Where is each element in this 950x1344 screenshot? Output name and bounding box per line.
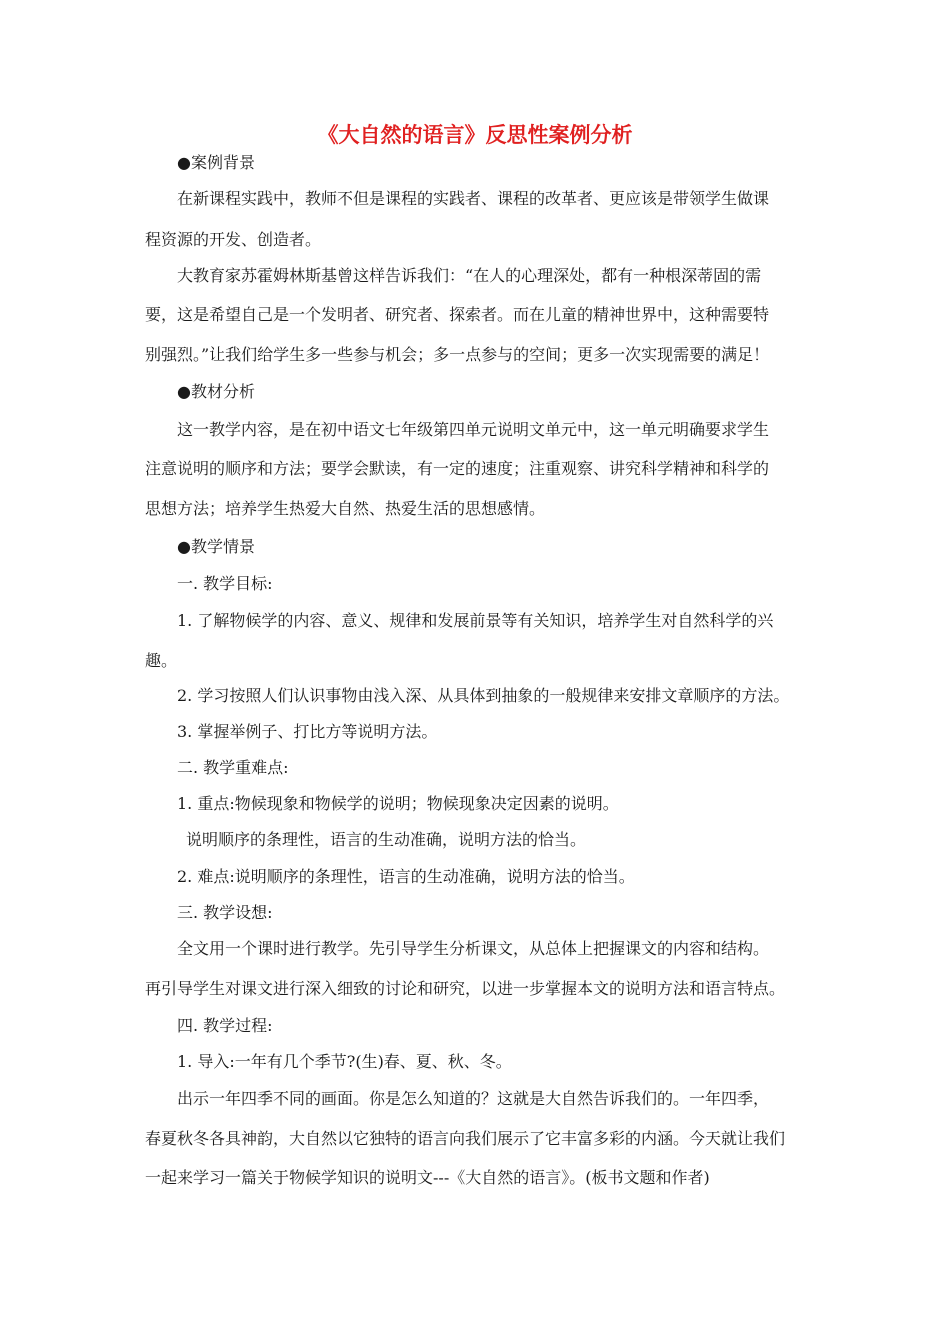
paragraph-line: 一起来学习一篇关于物候学知识的说明文---《大自然的语言》。(板书文题和作者)	[145, 1168, 710, 1187]
paragraph-line: 春夏秋冬各具神韵，大自然以它独特的语言向我们展示了它丰富多彩的内涵。今天就让我们	[145, 1129, 786, 1148]
list-item: 1. 导入:一年有几个季节?(生)春、夏、秋、冬。	[177, 1052, 512, 1071]
paragraph-line: 出示一年四季不同的画面。你是怎么知道的？这就是大自然告诉我们的。一年四季，	[177, 1089, 770, 1108]
section-heading: ●案例背景	[177, 153, 255, 172]
subheading: 一. 教学目标:	[177, 574, 273, 593]
list-item: 2. 难点:说明顺序的条理性，语言的生动准确，说明方法的恰当。	[177, 867, 635, 886]
subheading: 四. 教学过程:	[177, 1016, 273, 1035]
paragraph-line: 程资源的开发、创造者。	[145, 230, 322, 249]
paragraph-line: 趣。	[145, 651, 178, 670]
subheading: 三. 教学设想:	[177, 903, 273, 922]
section-heading: ●教材分析	[177, 382, 255, 401]
list-item: 2. 学习按照人们认识事物由浅入深、从具体到抽象的一般规律来安排文章顺序的方法。	[177, 686, 790, 705]
paragraph-line: 在新课程实践中，教师不但是课程的实践者、课程的改革者、更应该是带领学生做课	[177, 189, 770, 208]
paragraph-line: 全文用一个课时进行教学。先引导学生分析课文，从总体上把握课文的内容和结构。	[177, 939, 770, 958]
subheading: 二. 教学重难点:	[177, 758, 289, 777]
paragraph-line: 思想方法；培养学生热爱大自然、热爱生活的思想感情。	[145, 499, 546, 518]
paragraph-line: 这一教学内容，是在初中语文七年级第四单元说明文单元中，这一单元明确要求学生	[177, 420, 770, 439]
paragraph-line: 注意说明的顺序和方法；要学会默读，有一定的速度；注重观察、讲究科学精神和科学的	[145, 459, 770, 478]
list-item: 1. 了解物候学的内容、意义、规律和发展前景等有关知识，培养学生对自然科学的兴	[177, 611, 774, 630]
paragraph-line: 别强烈。”让我们给学生多一些参与机会；多一点参与的空间；更多一次实现需要的满足！	[145, 345, 770, 364]
list-item: 1. 重点:物候现象和物候学的说明；物候现象决定因素的说明。	[177, 794, 619, 813]
paragraph-line: 说明顺序的条理性，语言的生动准确，说明方法的恰当。	[186, 830, 587, 849]
paragraph-line: 要，这是希望自己是一个发明者、研究者、探索者。而在儿童的精神世界中，这种需要特	[145, 305, 770, 324]
paragraph-line: 再引导学生对课文进行深入细致的讨论和研究，以进一步掌握本文的说明方法和语言特点。	[145, 979, 786, 998]
list-item: 3. 掌握举例子、打比方等说明方法。	[177, 722, 438, 741]
paragraph-line: 大教育家苏霍姆林斯基曾这样告诉我们：“在人的心理深处，都有一种根深蒂固的需	[177, 266, 762, 285]
section-heading: ●教学情景	[177, 537, 255, 556]
document-title: 《大自然的语言》反思性案例分析	[317, 123, 633, 147]
